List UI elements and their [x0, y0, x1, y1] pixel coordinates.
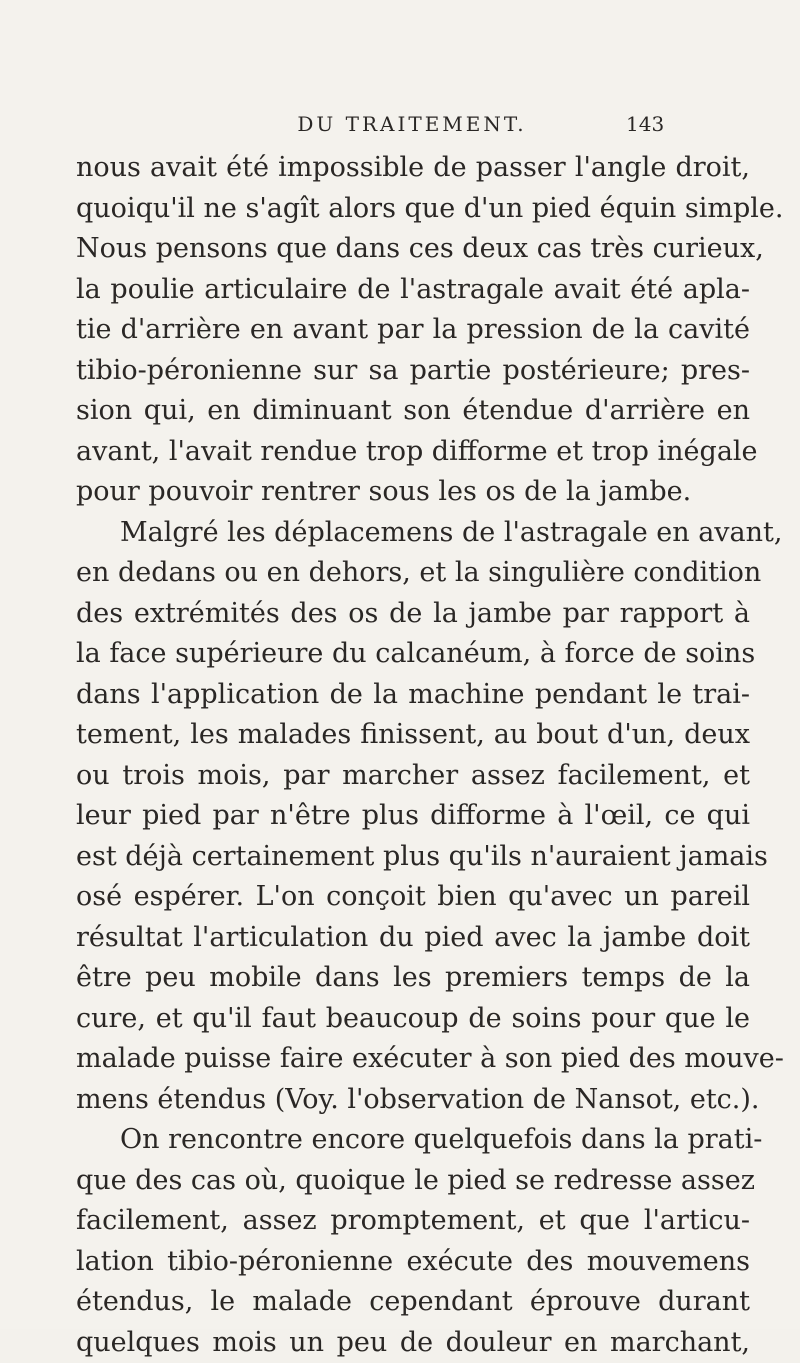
text-line: quoiqu'il ne s'agît alors que d'un pied équin simple. [76, 189, 750, 230]
text-line: quelques mois un peu de douleur en marchant, [76, 1323, 750, 1363]
text-line: sion qui, en diminuant son étendue d'arrière en [76, 391, 750, 432]
text-line: pour pouvoir rentrer sous les os de la jambe. [76, 472, 750, 513]
text-line: cure, et qu'il faut beaucoup de soins pour que le [76, 999, 750, 1040]
text-line: être peu mobile dans les premiers temps de la [76, 958, 750, 999]
text-line: en dedans ou en dehors, et la singulière condition [76, 553, 750, 594]
text-line: ou trois mois, par marcher assez facilement, et [76, 756, 750, 797]
text-line: malade puisse faire exécuter à son pied des mouve- [76, 1039, 750, 1080]
text-line: facilement, assez promptement, et que l'articu- [76, 1201, 750, 1242]
text-line: la face supérieure du calcanéum, à force de soins [76, 634, 750, 675]
text-line: mens étendus (Voy. l'observation de Nansot, etc.). [76, 1080, 750, 1121]
text-line: que des cas où, quoique le pied se redresse assez [76, 1161, 750, 1202]
text-line: tement, les malades finissent, au bout d'un, deux [76, 715, 750, 756]
text-line: leur pied par n'être plus difforme à l'œil, ce qui [76, 796, 750, 837]
text-line: étendus, le malade cependant éprouve durant [76, 1282, 750, 1323]
text-line: tie d'arrière en avant par la pression de la cavité [76, 310, 750, 351]
body-text [76, 148, 750, 1363]
text-line: On rencontre encore quelquefois dans la prati- [76, 1120, 750, 1161]
text-line: dans l'application de la machine pendant le trai- [76, 675, 750, 716]
text-line: nous avait été impossible de passer l'angle droit, [76, 148, 750, 189]
text-line: Malgré les déplacemens de l'astragale en avant, [76, 513, 750, 554]
running-head [0, 112, 800, 142]
text-line: avant, l'avait rendue trop difforme et trop inégale [76, 432, 750, 473]
text-line: est déjà certainement plus qu'ils n'auraient jamais [76, 837, 750, 878]
text-line: des extrémités des os de la jambe par rapport à [76, 594, 750, 635]
text-line: Nous pensons que dans ces deux cas très curieux, [76, 229, 750, 270]
text-line: la poulie articulaire de l'astragale avait été apla- [76, 270, 750, 311]
text-line: résultat l'articulation du pied avec la jambe doit [76, 918, 750, 959]
running-title: DU TRAITEMENT. [252, 112, 572, 136]
text-line: tibio-péronienne sur sa partie postérieure; pres- [76, 351, 750, 392]
text-line: osé espérer. L'on conçoit bien qu'avec un pareil [76, 877, 750, 918]
page-number: 143 [626, 112, 664, 136]
text-line: lation tibio-péronienne exécute des mouvemens [76, 1242, 750, 1283]
